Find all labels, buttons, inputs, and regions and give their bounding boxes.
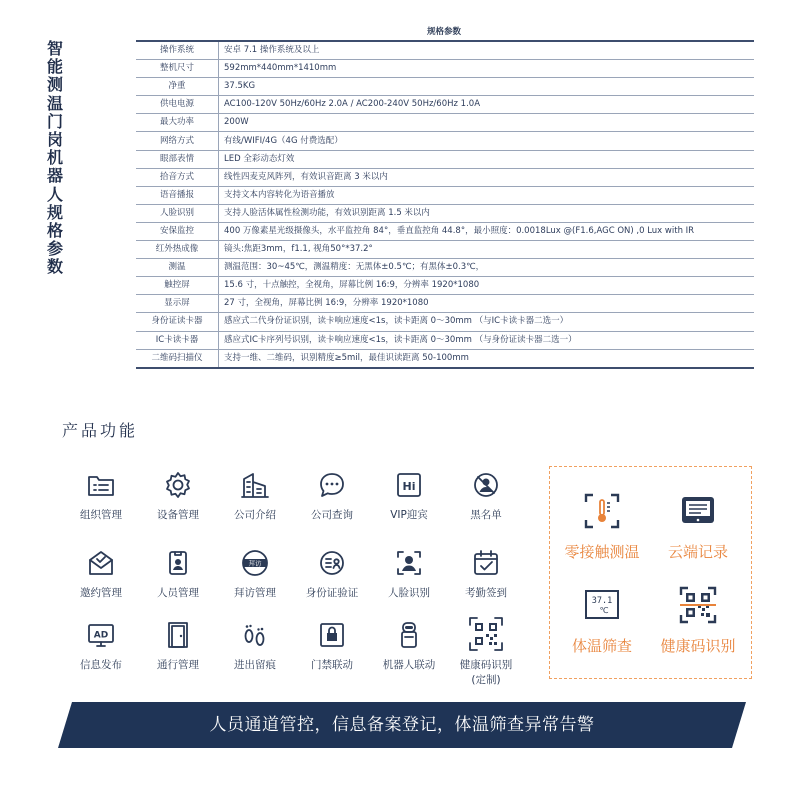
- vertical-title-char: 机: [46, 148, 63, 168]
- vertical-title: [44, 40, 66, 277]
- spec-key: 整机尺寸: [136, 60, 219, 78]
- vertical-title-char: 数: [46, 257, 63, 277]
- spec-row: [136, 186, 754, 204]
- features-title: 产品功能: [62, 421, 139, 440]
- vertical-title-char: 规: [46, 202, 63, 222]
- org-icon: [86, 470, 116, 500]
- spec-value: LED 全彩动态灯效: [219, 150, 755, 168]
- feature-label: 考勤签到: [465, 587, 507, 599]
- spec-value: 感应式IC卡序列号识别，读卡响应速度<1s，读卡距离 0～30mm （与身份证读卡器二选一）: [219, 331, 755, 349]
- feature-item: [66, 470, 136, 522]
- spec-key: 眼部表情: [136, 150, 219, 168]
- spec-value: 592mm*440mm*1410mm: [219, 60, 755, 78]
- spec-row: [136, 313, 754, 331]
- svg-text:AD: AD: [93, 630, 109, 641]
- feature-item: [66, 620, 136, 672]
- feature-label: 进出留痕: [234, 659, 276, 671]
- feature-label: 拜访管理: [234, 587, 276, 599]
- feature-item: [143, 548, 213, 600]
- spec-key: 显示屏: [136, 295, 219, 313]
- blacklist-icon: [471, 470, 501, 500]
- vertical-title-char: 人: [46, 184, 63, 204]
- highlight-item: [554, 585, 650, 656]
- feature-label: 公司查询: [311, 509, 353, 521]
- banner-text: 人员通道管控，信息备案登记，体温筛查异常告警: [209, 715, 595, 735]
- spec-key: 操作系统: [136, 41, 219, 60]
- highlight-label: 云端记录: [667, 543, 728, 561]
- spec-row: [136, 78, 754, 96]
- feature-item: [374, 548, 444, 600]
- feature-label: VIP迎宾: [390, 509, 428, 521]
- spec-key: 测温: [136, 259, 219, 277]
- lock-icon: [317, 620, 347, 650]
- spec-key: IC卡读卡器: [136, 331, 219, 349]
- chat-icon: [317, 470, 347, 500]
- feature-label: 健康码识别: [459, 659, 513, 671]
- highlight-item: [554, 491, 650, 562]
- spec-value: 支持人脸活体属性检测功能，有效识别距离 1.5 米以内: [219, 204, 755, 222]
- spec-key: 安保监控: [136, 222, 219, 240]
- door-icon: [163, 620, 193, 650]
- spec-row: [136, 114, 754, 132]
- feature-item: [374, 470, 444, 522]
- visit-stamp-icon: [240, 548, 270, 578]
- svg-text:℃: ℃: [599, 606, 609, 615]
- feature-item: [220, 470, 290, 522]
- footprint-icon: [240, 620, 270, 650]
- spec-row: [136, 241, 754, 259]
- spec-value: 27 寸，全视角，屏幕比例 16:9，分辨率 1920*1080: [219, 295, 755, 313]
- feature-label: 组织管理: [80, 509, 122, 521]
- feature-label: 人员管理: [157, 587, 199, 599]
- hi-icon: [394, 470, 424, 500]
- spec-row: [136, 277, 754, 295]
- spec-key: 供电电源: [136, 96, 219, 114]
- spec-value: 有线/WIFI/4G（4G 付费选配）: [219, 132, 755, 150]
- spec-key: 身份证读卡器: [136, 313, 219, 331]
- spec-value: 线性四麦克风阵列，有效识音距离 3 米以内: [219, 168, 755, 186]
- feature-item: [220, 548, 290, 600]
- spec-key: 人脸识别: [136, 204, 219, 222]
- feature-item: [451, 548, 521, 600]
- spec-key: 净重: [136, 78, 219, 96]
- calendar-check-icon: [471, 548, 501, 578]
- svg-text:拜访: 拜访: [248, 559, 262, 568]
- spec-value: 15.6 寸，十点触控，全视角，屏幕比例 16:9，分辨率 1920*1080: [219, 277, 755, 295]
- vertical-title-char: 智: [46, 39, 63, 58]
- feature-item: [220, 620, 290, 672]
- feature-item: [66, 548, 136, 600]
- spec-row: [136, 60, 754, 78]
- spec-value: 37.5KG: [219, 78, 755, 96]
- feature-label-note: (定制): [471, 674, 501, 686]
- vertical-title-char: 格: [46, 221, 63, 241]
- feature-item: [297, 620, 367, 672]
- spec-table: [136, 40, 754, 369]
- feature-item: [451, 616, 521, 687]
- spec-value: 支持一维、二维码，识别精度≥5mil，最佳识读距离 50-100mm: [219, 349, 755, 368]
- spec-row: [136, 295, 754, 313]
- spec-heading: 规格参数: [426, 27, 461, 37]
- qr-code-icon: [468, 616, 504, 652]
- robot-icon: [394, 620, 424, 650]
- spec-row: [136, 349, 754, 368]
- spec-row: [136, 150, 754, 168]
- spec-row: [136, 41, 754, 60]
- feature-item: [374, 620, 444, 672]
- mail-icon: [86, 548, 116, 578]
- feature-item: [451, 470, 521, 522]
- spec-key: 网络方式: [136, 132, 219, 150]
- spec-value: 400 万像素星光级摄像头，水平监控角 84°，垂直监控角 44.8°，最小照度：0.0018Lux @(F1.6,AGC ON) ,0 Lux with IR: [219, 222, 755, 240]
- spec-row: [136, 204, 754, 222]
- spec-key: 红外热成像: [136, 241, 219, 259]
- spec-value: 支持文本内容转化为语音播放: [219, 186, 755, 204]
- feature-label: 黑名单: [470, 509, 502, 521]
- spec-row: [136, 259, 754, 277]
- highlight-item: [650, 491, 746, 562]
- feature-label: 门禁联动: [311, 659, 353, 671]
- vertical-title-char: 参: [46, 239, 63, 259]
- feature-label: 机器人联动: [382, 659, 436, 671]
- feature-label: 通行管理: [157, 659, 199, 671]
- monitor-icon: [678, 491, 718, 531]
- spec-key: 二维码扫描仪: [136, 349, 219, 368]
- spec-key: 触控屏: [136, 277, 219, 295]
- spec-value: 安卓 7.1 操作系统及以上: [219, 41, 755, 60]
- feature-label: 邀约管理: [80, 587, 122, 599]
- svg-text:Hi: Hi: [402, 480, 416, 493]
- vertical-title-char: 门: [46, 111, 63, 131]
- spec-key: 最大功率: [136, 114, 219, 132]
- spec-row: [136, 96, 754, 114]
- feature-item: [297, 548, 367, 600]
- temperature-display-icon: [582, 585, 622, 625]
- feature-item: [143, 470, 213, 522]
- highlight-label: 体温筛查: [571, 637, 632, 655]
- feature-label: 信息发布: [80, 659, 122, 671]
- vertical-title-char: 岗: [46, 130, 63, 150]
- ad-icon: [86, 620, 116, 650]
- feature-label: 人脸识别: [388, 587, 430, 599]
- highlights-box: [549, 466, 752, 679]
- spec-key: 语音播报: [136, 186, 219, 204]
- vertical-title-char: 温: [46, 93, 63, 113]
- building-icon: [240, 470, 270, 500]
- badge-icon: [163, 548, 193, 578]
- highlight-item: [650, 585, 746, 656]
- spec-value: AC100-120V 50Hz/60Hz 2.0A / AC200-240V 50Hz/60Hz 1.0A: [219, 96, 755, 114]
- spec-row: [136, 168, 754, 186]
- feature-label: 设备管理: [157, 509, 199, 521]
- highlight-label: 零接触测温: [564, 543, 640, 561]
- spec-value: 镜头:焦距3mm，f1.1, 视角50°*37.2°: [219, 241, 755, 259]
- vertical-title-char: 测: [46, 75, 63, 95]
- spec-value: 感应式二代身份证识别，读卡响应速度<1s，读卡距离 0～30mm （与IC卡读卡器二选一）: [219, 313, 755, 331]
- spec-key: 拾音方式: [136, 168, 219, 186]
- spec-value: 测温范围：30~45℃，测温精度：无黑体±0.5℃；有黑体±0.3℃，: [219, 259, 755, 277]
- feature-item: [297, 470, 367, 522]
- spec-row: [136, 132, 754, 150]
- id-verify-icon: [317, 548, 347, 578]
- vertical-title-char: 能: [46, 57, 63, 77]
- thermometer-scan-icon: [582, 491, 622, 531]
- highlight-label: 健康码识别: [660, 637, 736, 655]
- feature-item: [143, 620, 213, 672]
- feature-label: 身份证验证: [305, 587, 359, 599]
- vertical-title-char: 器: [46, 166, 63, 186]
- feature-label: 公司介绍: [234, 509, 276, 521]
- qr-scan-icon: [678, 585, 718, 625]
- gear-icon: [163, 470, 193, 500]
- face-scan-icon: [394, 548, 424, 578]
- spec-row: [136, 331, 754, 349]
- spec-value: 200W: [219, 114, 755, 132]
- spec-row: [136, 222, 754, 240]
- svg-text:37.1: 37.1: [591, 596, 613, 606]
